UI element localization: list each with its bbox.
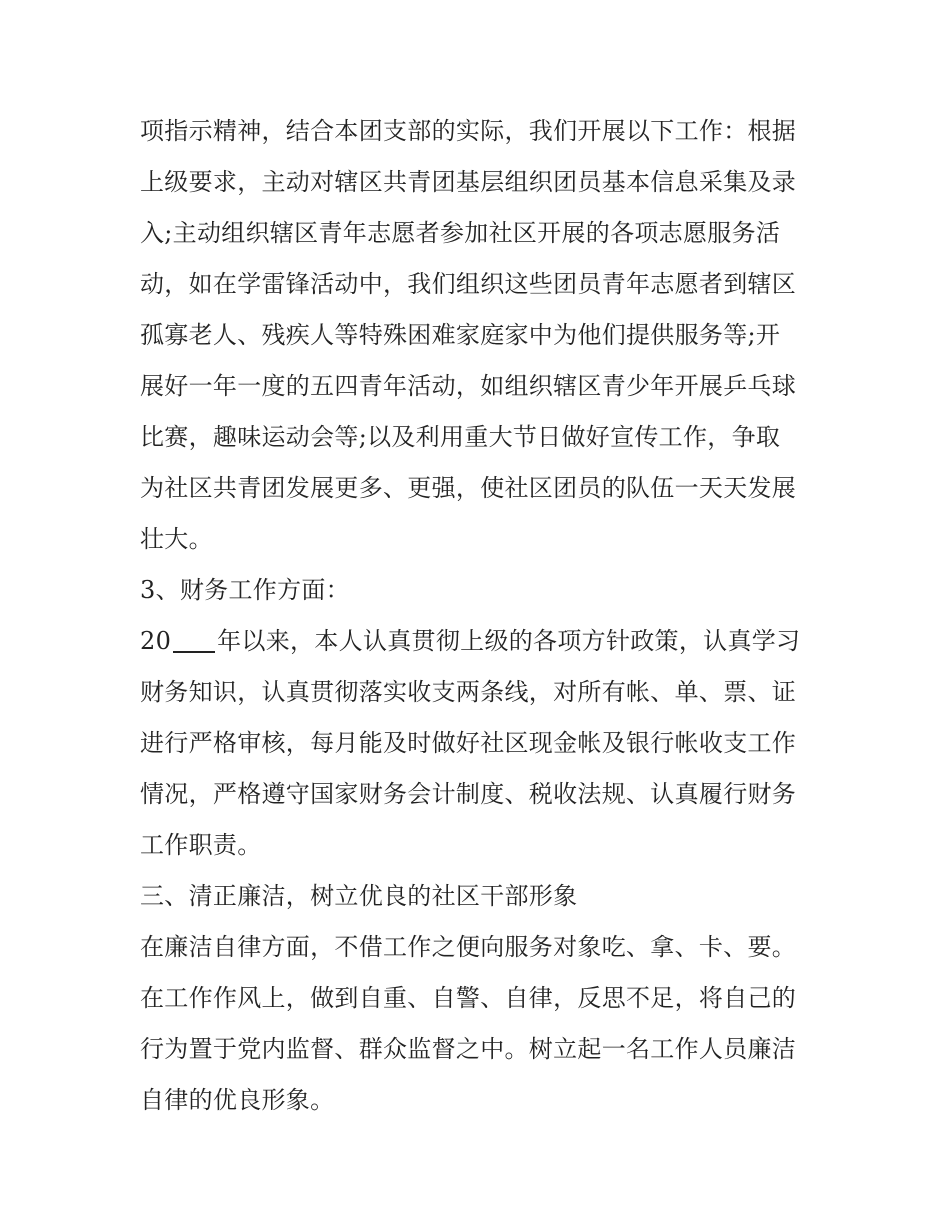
paragraph-line: 为社区共青团发展更多、更强，使社区团员的队伍一天天发展 — [140, 474, 797, 502]
paragraph-line: 情况，严格遵守国家财务会计制度、税收法规、认真履行财务 — [140, 780, 797, 808]
paragraph-line-with-blank — [140, 616, 820, 667]
paragraph-line: 比赛，趣味运动会等;以及利用重大节日做好宣传工作，争取 — [140, 423, 781, 451]
paragraph-line: 在工作作风上，做到自重、自警、自律，反思不足，将自己的 — [140, 984, 797, 1012]
year-prefix: 20 — [140, 627, 172, 655]
paragraph-line: 行为置于党内监督、群众监督之中。树立起一名工作人员廉洁 — [140, 1035, 797, 1063]
paragraph-line: 入;主动组织辖区青年志愿者参加社区开展的各项志愿服务活 — [140, 219, 781, 247]
paragraph-line: 展好一年一度的五四青年活动，如组织辖区青少年开展乒乓球 — [140, 372, 797, 400]
section-heading-finance: 3、财务工作方面： — [140, 576, 350, 604]
section-heading-integrity: 三、清正廉洁，树立优良的社区干部形象 — [140, 882, 578, 910]
paragraph-line: 壮大。 — [140, 525, 213, 553]
paragraph-line: 自律的优良形象。 — [140, 1086, 335, 1114]
paragraph-line: 孤寡老人、残疾人等特殊困难家庭家中为他们提供服务等;开 — [140, 321, 781, 349]
paragraph-line: 动，如在学雷锋活动中，我们组织这些团员青年志愿者到辖区 — [140, 270, 797, 298]
year-blank — [173, 627, 215, 653]
paragraph-line: 财务知识，认真贯彻落实收支两条线，对所有帐、单、票、证 — [140, 678, 797, 706]
paragraph-line: 项指示精神，结合本团支部的实际，我们开展以下工作：根据 — [140, 117, 797, 145]
document-body — [140, 106, 820, 1126]
paragraph-line: 工作职责。 — [140, 831, 262, 859]
paragraph-line: 在廉洁自律方面，不借工作之便向服务对象吃、拿、卡、要。 — [140, 933, 797, 961]
paragraph-line: 进行严格审核，每月能及时做好社区现金帐及银行帐收支工作 — [140, 729, 797, 757]
paragraph-line-text: 年以来，本人认真贯彻上级的各项方针政策，认真学习 — [217, 627, 801, 655]
paragraph-line: 上级要求，主动对辖区共青团基层组织团员基本信息采集及录 — [140, 168, 797, 196]
